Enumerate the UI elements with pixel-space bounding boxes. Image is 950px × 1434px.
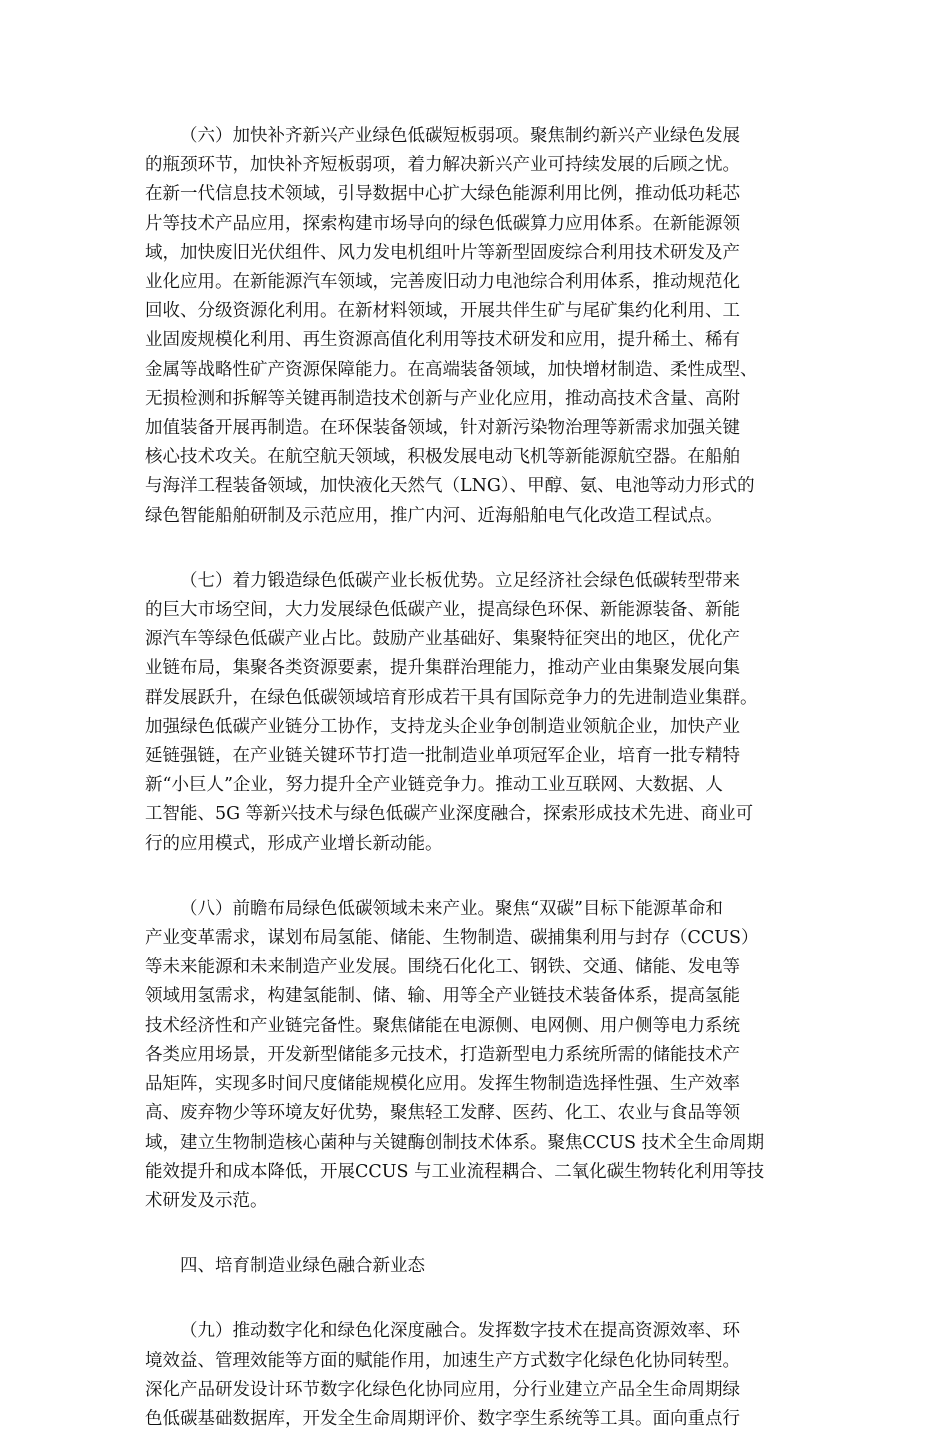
text-line: （七）着力锻造绿色低碳产业长板优势。立足经济社会绿色低碳转型带来: [180, 570, 740, 591]
section-heading: 四、培育制造业绿色融合新业态: [180, 1256, 425, 1277]
text-line: （九）推动数字化和绿色化深度融合。发挥数字技术在提高资源效率、环: [180, 1321, 740, 1342]
text-line: 延链强链，在产业链关键环节打造一批制造业单项冠军企业，培育一批专精特: [145, 746, 740, 767]
text-line: 行的应用模式，形成产业增长新动能。: [145, 833, 443, 854]
text-line: 的巨大市场空间，大力发展绿色低碳产业，提高绿色环保、新能源装备、新能: [145, 600, 740, 621]
text-line: 技术经济性和产业链完备性。聚焦储能在电源侧、电网侧、用户侧等电力系统: [145, 1015, 740, 1036]
text-line: 能效提升和成本降低，开展CCUS 与工业流程耦合、二氧化碳生物转化利用等技: [145, 1161, 765, 1182]
document-body: [145, 122, 810, 1434]
text-line: 域，建立生物制造核心菌种与关键酶创制技术体系。聚焦CCUS 技术全生命周期: [145, 1132, 765, 1153]
paragraph-gap: [145, 531, 810, 567]
text-line: 工智能、5G 等新兴技术与绿色低碳产业深度融合，探索形成技术先进、商业可: [145, 804, 754, 825]
text-line: 深化产品研发设计环节数字化绿色化协同应用，分行业建立产品全生命周期绿: [145, 1379, 740, 1400]
text-line: 色低碳基础数据库，开发全生命周期评价、数字孪生系统等工具。面向重点行: [145, 1408, 740, 1429]
text-line: 的瓶颈环节，加快补齐短板弱项，着力解决新兴产业可持续发展的后顾之忧。: [145, 155, 740, 176]
paragraph-6: [145, 122, 810, 531]
text-line: 领域用氢需求，构建氢能制、储、输、用等全产业链技术装备体系，提高氢能: [145, 986, 740, 1007]
paragraph-gap: [145, 1281, 810, 1317]
text-line: 等未来能源和未来制造产业发展。围绕石化化工、钢铁、交通、储能、发电等: [145, 957, 740, 978]
paragraph-gap: [145, 859, 810, 895]
text-line: 业化应用。在新能源汽车领域，完善废旧动力电池综合利用体系，推动规范化: [145, 272, 740, 293]
text-line: 域，加快废旧光伏组件、风力发电机组叶片等新型固废综合利用技术研发及产: [145, 242, 740, 263]
text-line: 加强绿色低碳产业链分工协作，支持龙头企业争创制造业领航企业，加快产业: [145, 716, 740, 737]
text-line: 境效益、管理效能等方面的赋能作用，加速生产方式数字化绿色化协同转型。: [145, 1350, 740, 1371]
text-line: 核心技术攻关。在航空航天领域，积极发展电动飞机等新能源航空器。在船舶: [145, 447, 740, 468]
paragraph-9: [145, 1317, 810, 1434]
text-line: 回收、分级资源化利用。在新材料领域，开展共伴生矿与尾矿集约化利用、工: [145, 301, 740, 322]
text-line: 绿色智能船舶研制及示范应用，推广内河、近海船舶电气化改造工程试点。: [145, 505, 723, 526]
text-line: 无损检测和拆解等关键再制造技术创新与产业化应用，推动高技术含量、高附: [145, 388, 740, 409]
text-line: 业固废规模化利用、再生资源高值化利用等技术研发和应用，提升稀土、稀有: [145, 330, 740, 351]
text-line: 新“小巨人”企业，努力提升全产业链竞争力。推动工业互联网、大数据、人: [145, 775, 723, 796]
text-line: 加值装备开展再制造。在环保装备领域，针对新污染物治理等新需求加强关键: [145, 418, 740, 439]
text-line: 业链布局，集聚各类资源要素，提升集群治理能力，推动产业由集聚发展向集: [145, 658, 740, 679]
text-line: 源汽车等绿色低碳产业占比。鼓励产业基础好、集聚特征突出的地区，优化产: [145, 629, 740, 650]
paragraph-7: [145, 567, 810, 859]
text-line: 与海洋工程装备领域，加快液化天然气（LNG）、甲醇、氨、电池等动力形式的: [145, 476, 755, 497]
paragraph-gap: [145, 1216, 810, 1252]
text-line: 高、废弃物少等环境友好优势，聚焦轻工发酵、医药、化工、农业与食品等领: [145, 1103, 740, 1124]
text-line: 各类应用场景，开发新型储能多元技术，打造新型电力系统所需的储能技术产: [145, 1044, 740, 1065]
text-line: 片等技术产品应用，探索构建市场导向的绿色低碳算力应用体系。在新能源领: [145, 213, 740, 234]
paragraph-8: [145, 895, 810, 1216]
text-line: 产业变革需求，谋划布局氢能、储能、生物制造、碳捕集利用与封存（CCUS）: [145, 928, 759, 949]
text-line: 群发展跃升，在绿色低碳领域培育形成若干具有国际竞争力的先进制造业集群。: [145, 687, 758, 708]
text-line: 品矩阵，实现多时间尺度储能规模化应用。发挥生物制造选择性强、生产效率: [145, 1074, 740, 1095]
text-line: 金属等战略性矿产资源保障能力。在高端装备领域，加快增材制造、柔性成型、: [145, 359, 758, 380]
text-line: （八）前瞻布局绿色低碳领域未来产业。聚焦“双碳”目标下能源革命和: [180, 898, 723, 919]
text-line: （六）加快补齐新兴产业绿色低碳短板弱项。聚焦制约新兴产业绿色发展: [180, 126, 740, 146]
text-line: 术研发及示范。: [145, 1190, 268, 1211]
text-line: 在新一代信息技术领域，引导数据中心扩大绿色能源利用比例，推动低功耗芯: [145, 184, 740, 205]
